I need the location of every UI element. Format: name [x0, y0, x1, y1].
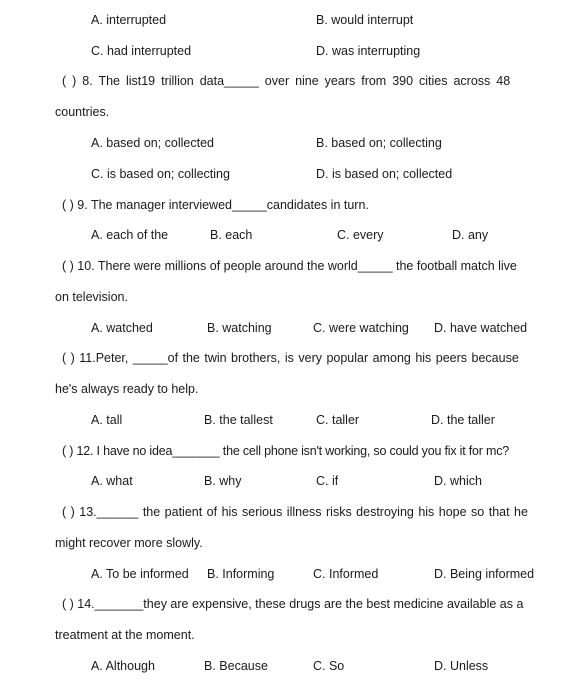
- question-10-continued: on television.: [55, 290, 128, 304]
- option-9c: C. every: [337, 228, 384, 242]
- option-9d: D. any: [452, 228, 489, 242]
- option-7a: A. interrupted: [91, 13, 167, 27]
- question-12: ( ) 12. I have no idea_______ the cell phone isn't working, so could you fix it for mc?: [62, 444, 510, 458]
- option-11a: A. tall: [91, 413, 123, 427]
- option-14b: B. Because: [204, 659, 268, 673]
- option-10c: C. were watching: [313, 321, 409, 335]
- option-7b: B. would interrupt: [316, 13, 414, 27]
- option-7d: D. was interrupting: [316, 44, 421, 58]
- option-11b: B. the tallest: [204, 413, 273, 427]
- question-11: ( ) 11.Peter, _____of the twin brothers, is very popular among his peers because: [62, 351, 519, 365]
- option-8c: C. is based on; collecting: [91, 167, 230, 181]
- question-13-continued: might recover more slowly.: [55, 536, 203, 550]
- question-8-continued: countries.: [55, 105, 110, 119]
- option-10b: B. watching: [207, 321, 272, 335]
- question-13: ( ) 13.______ the patient of his serious illness risks destroying his hope so that he: [62, 505, 528, 519]
- option-14c: C. So: [313, 659, 345, 673]
- question-14-continued: treatment at the moment.: [55, 628, 195, 642]
- option-13c: C. Informed: [313, 567, 379, 581]
- option-12b: B. why: [204, 474, 242, 488]
- option-14d: D. Unless: [434, 659, 489, 673]
- question-11-continued: he's always ready to help.: [55, 382, 199, 396]
- option-11d: D. the taller: [431, 413, 495, 427]
- option-12c: C. if: [316, 474, 339, 488]
- option-10a: A. watched: [91, 321, 153, 335]
- option-8b: B. based on; collecting: [316, 136, 442, 150]
- option-14a: A. Although: [91, 659, 155, 673]
- option-11c: C. taller: [316, 413, 360, 427]
- option-13b: B. Informing: [207, 567, 275, 581]
- option-13a: A. To be informed: [91, 567, 189, 581]
- question-8: ( ) 8. The list19 trillion data_____ over nine years from 390 cities across 48: [62, 74, 511, 88]
- option-12a: A. what: [91, 474, 133, 488]
- option-10d: D. have watched: [434, 321, 528, 335]
- option-8d: D. is based on; collected: [316, 167, 453, 181]
- question-10: ( ) 10. There were millions of people around the world_____ the football match live: [62, 259, 517, 273]
- question-14: ( ) 14._______they are expensive, these drugs are the best medicine available as a: [62, 597, 524, 611]
- option-12d: D. which: [434, 474, 482, 488]
- option-9b: B. each: [210, 228, 253, 242]
- question-9: ( ) 9. The manager interviewed_____candidates in turn.: [62, 198, 369, 212]
- option-13d: D. Being informed: [434, 567, 535, 581]
- option-8a: A. based on; collected: [91, 136, 214, 150]
- option-9a: A. each of the: [91, 228, 169, 242]
- option-7c: C. had interrupted: [91, 44, 192, 58]
